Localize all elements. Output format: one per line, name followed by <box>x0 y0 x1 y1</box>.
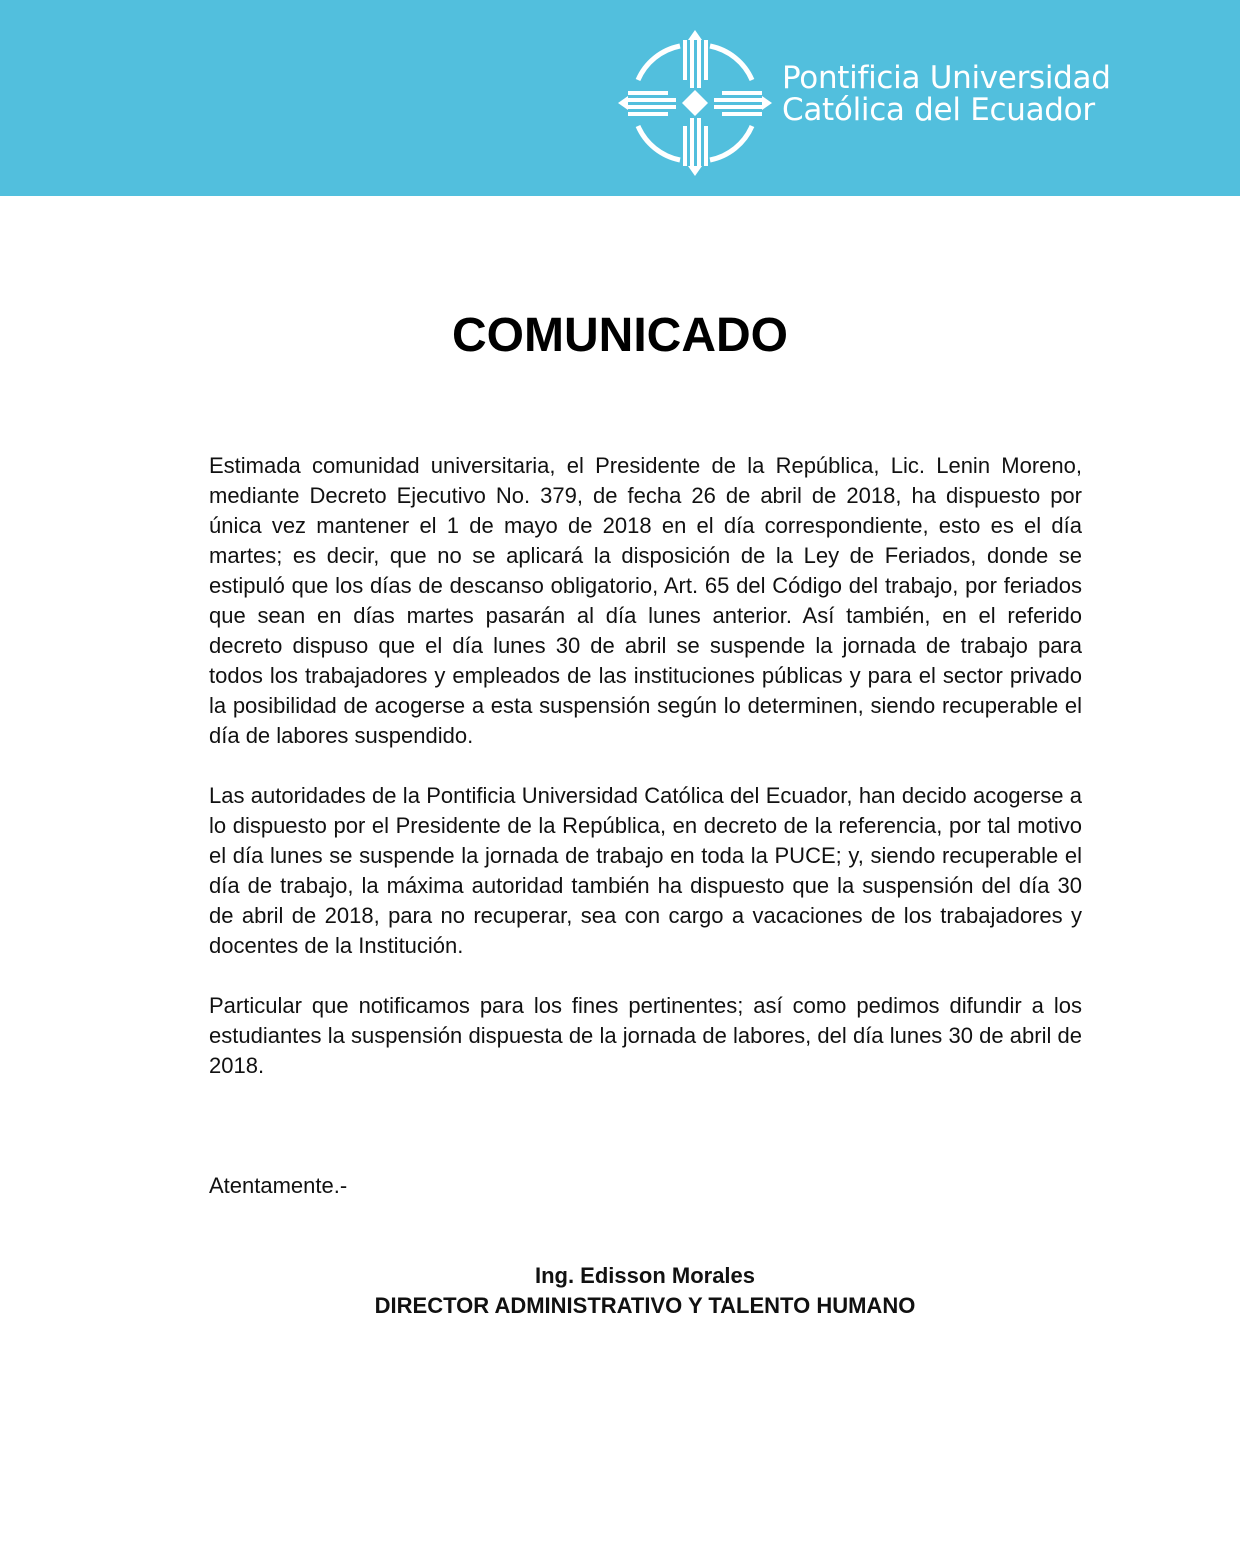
document-title: COMUNICADO <box>452 309 788 362</box>
paragraph-notification: Particular que notificamos para los fines pertinentes; así como pedimos difundir a los estudiantes la suspensión dispuesta de la jornada de labores, del día lunes 30 de abril de 2018. <box>209 993 1082 1078</box>
paragraph-authorities: Las autoridades de la Pontificia Universidad Católica del Ecuador, han decido acogerse a lo dispuesto por el Presidente de la República, en decreto de la referencia, por tal motivo el día lunes se suspende la jornada de trabajo en toda la PUCE; y, siendo recuperable el día de trabajo, la máxima autoridad también ha dispuesto que la suspensión del día 30 de abril de 2018, para no recuperar, sea con cargo a vacaciones de los trabajadores y docentes de la Institución. <box>209 783 1082 958</box>
signer-name: Ing. Edisson Morales <box>534 1263 756 1288</box>
puce-cross-emblem-icon <box>614 28 776 178</box>
signature-block <box>0 1261 1240 1321</box>
university-name-line-1: Pontificia Universidad <box>782 60 1111 96</box>
university-name-line-2: Católica del Ecuador <box>782 92 1095 128</box>
header-banner <box>0 0 1240 196</box>
signer-title: DIRECTOR ADMINISTRATIVO Y TALENTO HUMANO <box>374 1293 916 1318</box>
paragraph-decree: Estimada comunidad universitaria, el Presidente de la República, Lic. Lenin Moreno, mediante Decreto Ejecutivo No. 379, de fecha 26 de abril de 2018, ha dispuesto por única vez mantener el 1 de mayo de 2018 en el día correspondiente, esto es el día martes; es decir, que no se aplicará la disposición de la Ley de Feriados, donde se estipuló que los días de descanso obligatorio, Art. 65 del Código del trabajo, por feriados que sean en días martes pasarán al día lunes anterior. Así también, en el referido decreto dispuso que el día lunes 30 de abril se suspende la jornada de trabajo para todos los trabajadores y empleados de las instituciones públicas y para el sector privado la posibilidad de acogerse a esta suspensión según lo determinen, siendo recuperable el día de labores suspendido. <box>209 453 1082 748</box>
document-body <box>209 451 1082 1111</box>
closing-salutation: Atentamente.- <box>209 1173 348 1198</box>
university-name <box>782 62 1122 126</box>
